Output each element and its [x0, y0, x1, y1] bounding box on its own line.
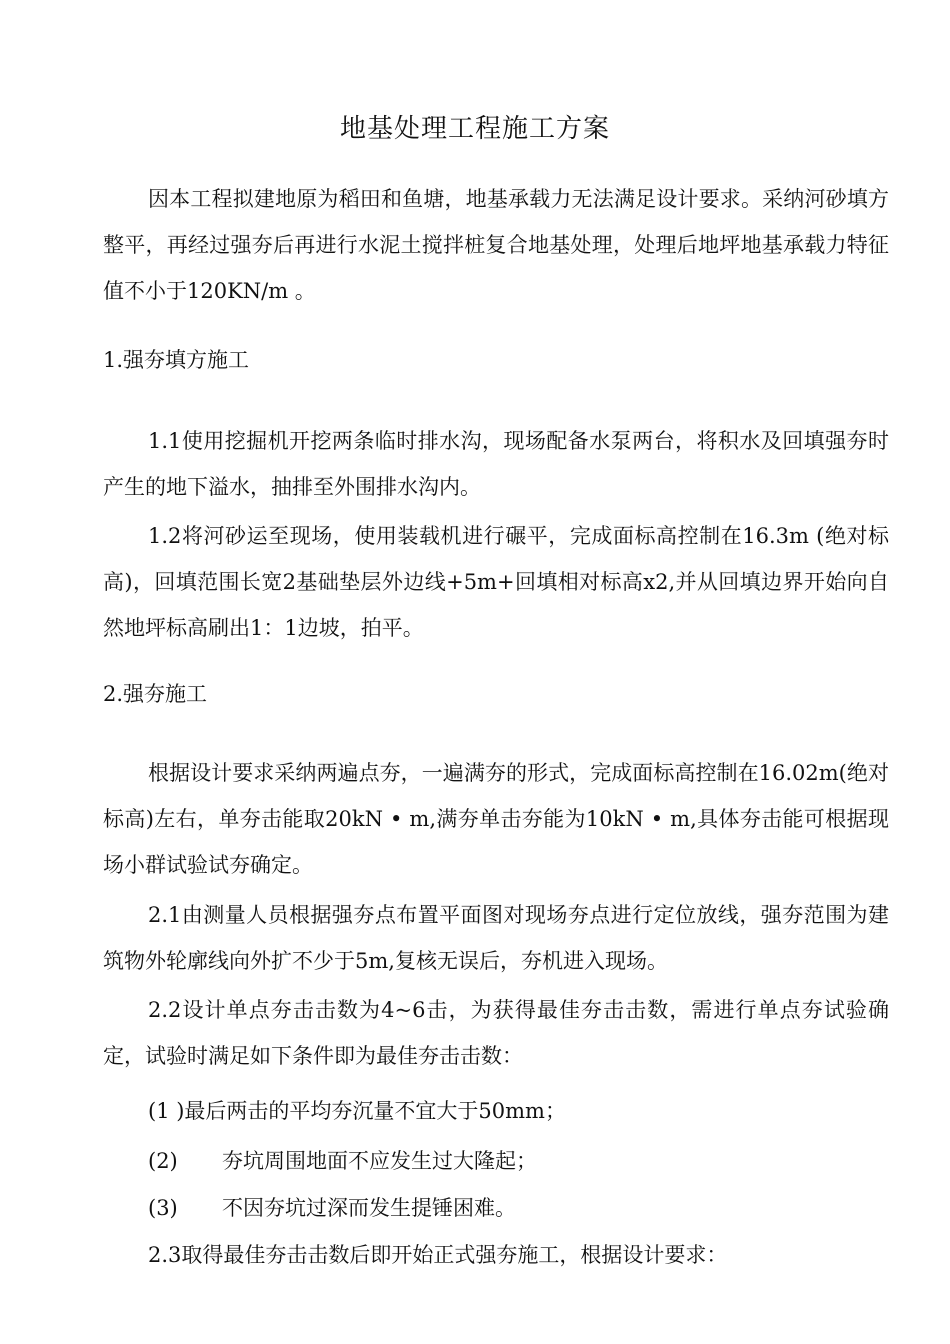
list-item-text: 夯坑周围地面不应发生过大隆起；: [222, 1149, 537, 1173]
section2-paragraph-0: 根据设计要求采纳两遍点夯，一遍满夯的形式，完成面标高控制在16.02m(绝对标高)左右，单夯击能取20kN • m,满夯单击夯能为10kN • m,具体夯击能可根据现场小群试验试夯确定。: [103, 761, 889, 877]
section1-heading: 1.强夯填方施工: [103, 348, 250, 372]
list-item: [148, 1146, 537, 1176]
section2-paragraph-1: 2.1由测量人员根据强夯点布置平面图对现场夯点进行定位放线，强夯范围为建筑物外轮廓线向外扩不少于5m,复核无误后，夯机进入现场。: [103, 903, 889, 973]
section2-paragraph-2: 2.2设计单点夯击击数为4~6击，为获得最佳夯击击数，需进行单点夯试验确定，试验时满足如下条件即为最佳夯击击数：: [103, 998, 889, 1068]
list-item-number: (1 ): [148, 1099, 185, 1123]
list-item-text: 最后两击的平均夯沉量不宜大于50mm；: [184, 1099, 566, 1123]
section1-paragraph-1: 1.1使用挖掘机开挖两条临时排水沟，现场配备水泵两台，将积水及回填强夯时产生的地下溢水，抽排至外围排水沟内。: [103, 429, 889, 499]
section2-heading: 2.强夯施工: [103, 682, 208, 706]
list-item-text: 不因夯坑过深而发生提锤困难。: [222, 1196, 516, 1220]
list-item: [148, 1193, 516, 1223]
document-title: 地基处理工程施工方案: [339, 114, 610, 144]
section1-paragraph-2: 1.2将河砂运至现场，使用装载机进行碾平，完成面标高控制在16.3m (绝对标高)，回填范围长宽2基础垫层外边线+5m+回填相对标高x2,并从回填边界开始向自然地坪标高刷出1：1边坡，拍平。: [103, 524, 889, 640]
section2-paragraph-3: 2.3取得最佳夯击击数后即开始正式强夯施工，根据设计要求：: [148, 1243, 728, 1267]
list-item: [148, 1096, 566, 1126]
list-item-number: (2): [148, 1149, 178, 1173]
list-item-number: (3): [148, 1196, 178, 1220]
intro-paragraph: 因本工程拟建地原为稻田和鱼塘，地基承载力无法满足设计要求。采纳河砂填方整平，再经过强夯后再进行水泥土搅拌桩复合地基处理，处理后地坪地基承载力特征值不小于120KN/m 。: [103, 187, 889, 303]
